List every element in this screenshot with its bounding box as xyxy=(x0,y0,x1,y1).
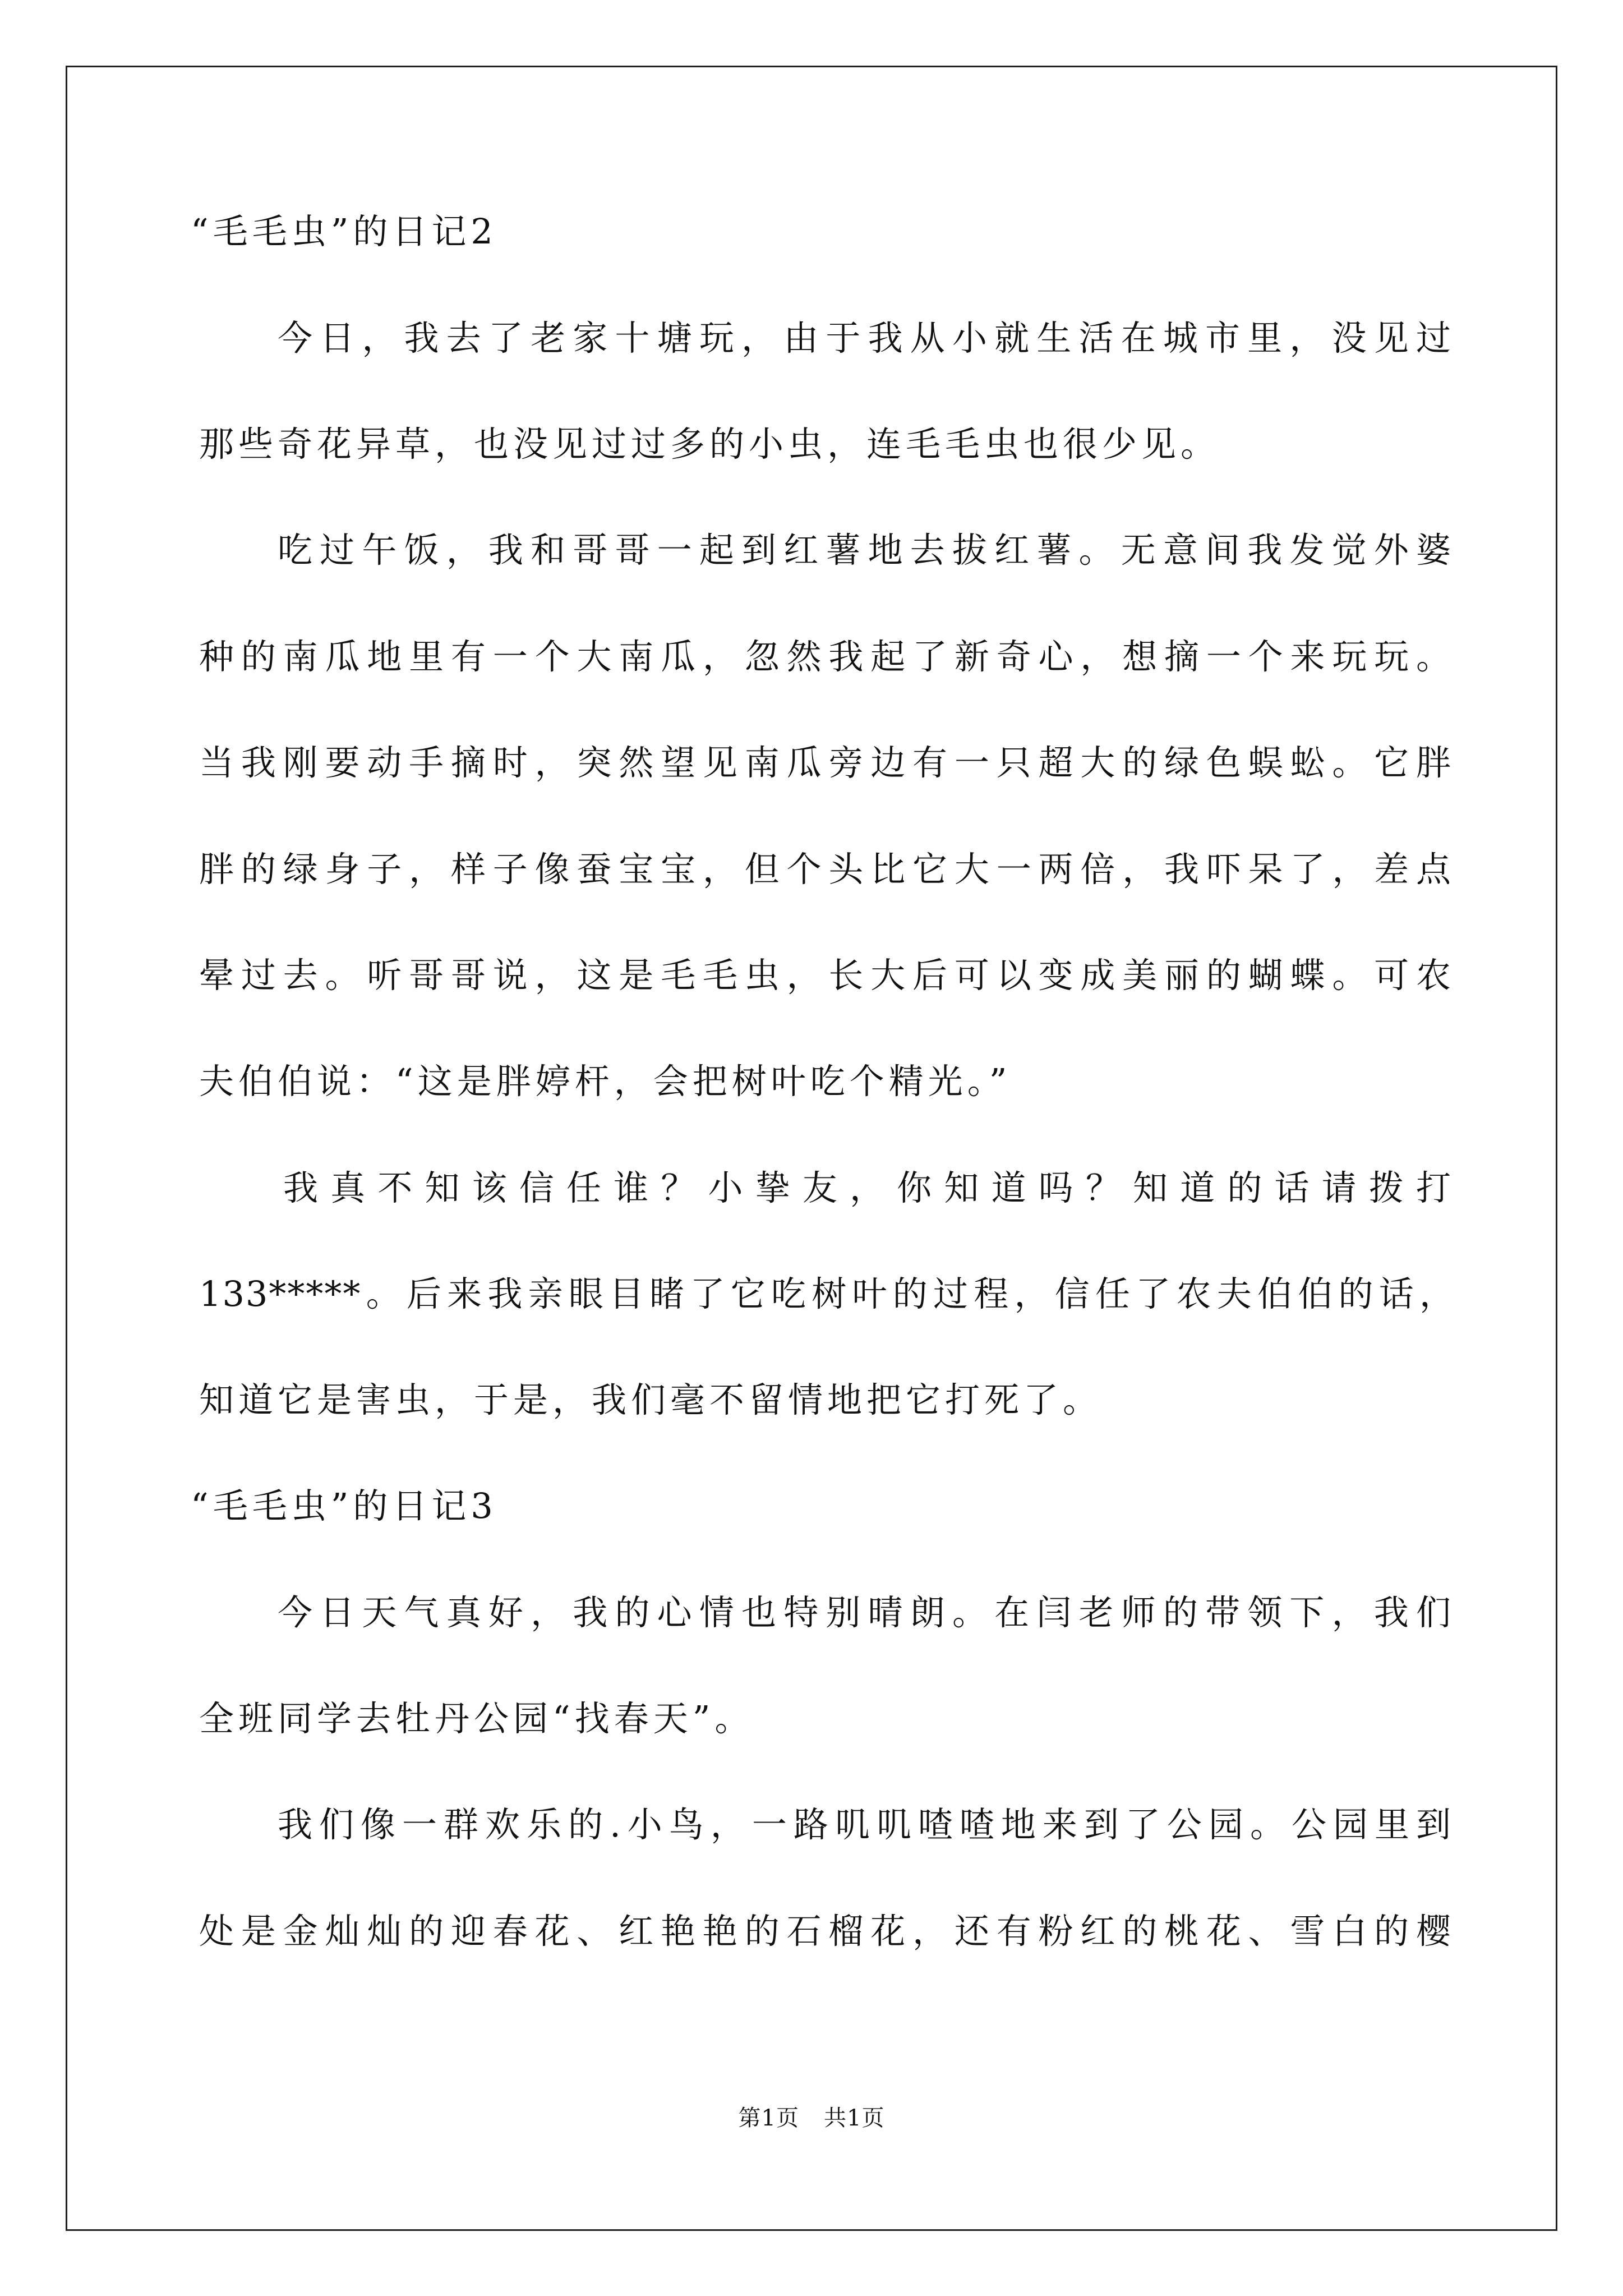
page-number: 第1页 xyxy=(738,2105,799,2131)
paragraph-line: 那些奇花异草，也没见过过多的小虫，连毛毛虫也很少见。 xyxy=(199,424,1220,464)
paragraph-line: 我们像一群欢乐的.小鸟，一路叽叽喳喳地来到了公园。公园里到 xyxy=(278,1804,1455,1845)
paragraph-line: 吃过午饭，我和哥哥一起到红薯地去拔红薯。无意间我发觉外婆 xyxy=(278,530,1455,570)
diary-3-heading: “毛毛虫”的日记3 xyxy=(191,1485,497,1526)
paragraph-line: 我真不知该信任谁？小挚友，你知道吗？知道的话请拨打 xyxy=(283,1167,1455,1208)
paragraph-line: 全班同学去牡丹公园“找春天”。 xyxy=(199,1698,754,1739)
paragraph-line: 133*****。后来我亲眼目睹了它吃树叶的过程，信任了农夫伯伯的话， xyxy=(199,1273,1455,1314)
paragraph-line: 晕过去。听哥哥说，这是毛毛虫，长大后可以变成美丽的蝴蝶。可农 xyxy=(199,955,1455,996)
paragraph-line: 今日，我去了老家十塘玩，由于我从小就生活在城市里，没见过 xyxy=(278,318,1455,358)
paragraph-line: 当我刚要动手摘时，突然望见南瓜旁边有一只超大的绿色蜈蚣。它胖 xyxy=(199,742,1455,783)
paragraph-line: 种的南瓜地里有一个大南瓜，忽然我起了新奇心，想摘一个来玩玩。 xyxy=(199,636,1455,677)
paragraph-line: 胖的绿身子，样子像蚕宝宝，但个头比它大一两倍，我吓呆了，差点 xyxy=(199,849,1455,890)
diary-2-heading: “毛毛虫”的日记2 xyxy=(191,211,497,252)
page-total: 共1页 xyxy=(824,2105,885,2131)
paragraph-line: 知道它是害虫，于是，我们毫不留情地把它打死了。 xyxy=(199,1379,1103,1420)
paragraph-line: 今日天气真好，我的心情也特别晴朗。在闫老师的带领下，我们 xyxy=(278,1592,1455,1633)
page-border xyxy=(66,66,1557,2231)
paragraph-line: 处是金灿灿的迎春花、红艳艳的石榴花，还有粉红的桃花、雪白的樱 xyxy=(199,1911,1455,1952)
page-footer xyxy=(0,2104,1623,2133)
paragraph-line: 夫伯伯说：“这是胖婷杆，会把树叶吃个精光。” xyxy=(199,1061,1012,1102)
